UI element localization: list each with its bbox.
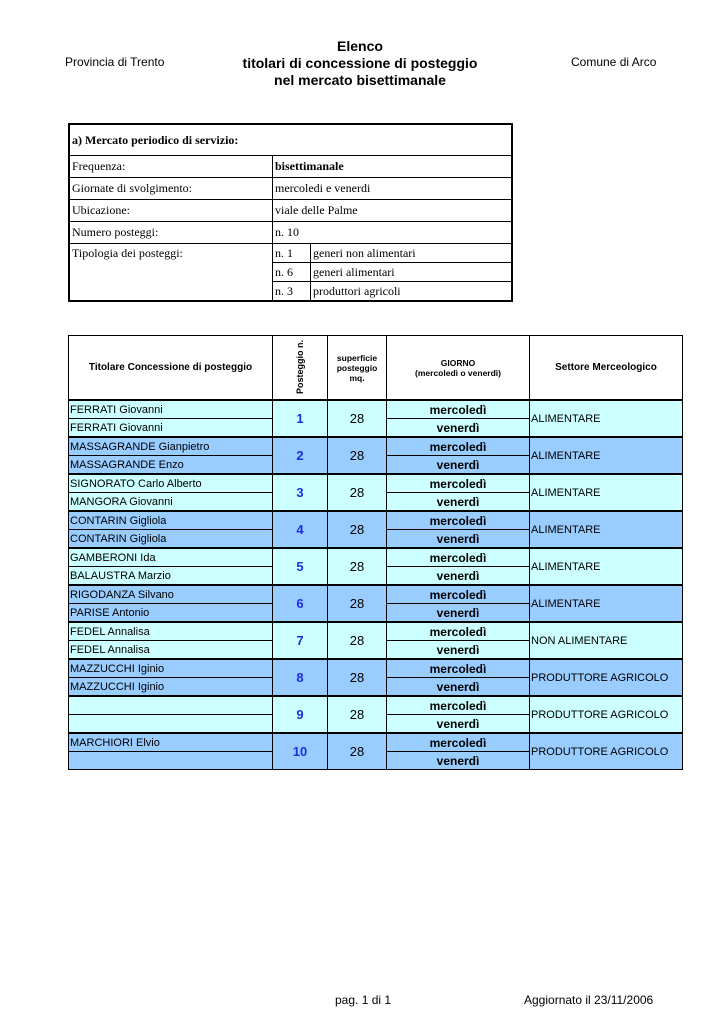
holder-name: MASSAGRANDE Enzo: [69, 456, 273, 475]
day-label: mercoledì: [387, 585, 530, 604]
holder-name: SIGNORATO Carlo Alberto: [69, 474, 273, 493]
col-area-line-2: posteggio: [336, 362, 378, 373]
table-row: [69, 511, 683, 530]
stall-area: 28: [328, 474, 387, 511]
holder-name: [69, 752, 273, 770]
day-label: mercoledì: [387, 622, 530, 641]
holder-name: MANGORA Giovanni: [69, 493, 273, 512]
col-area-line-3: mq.: [349, 372, 365, 383]
stall-area: 28: [328, 585, 387, 622]
days-value: mercoledi e venerdi: [273, 178, 513, 200]
sector: PRODUTTORE AGRICOLO: [530, 659, 683, 696]
market-info-table: [68, 123, 513, 302]
sector: PRODUTTORE AGRICOLO: [530, 733, 683, 770]
table-row: [69, 548, 683, 567]
holder-name: [69, 696, 273, 715]
col-sector: Settore Merceologico: [530, 336, 683, 401]
holder-name: FEDEL Annalisa: [69, 641, 273, 660]
holder-name: [69, 715, 273, 734]
stall-number: 2: [273, 437, 328, 474]
holder-name: CONTARIN Gigliola: [69, 511, 273, 530]
stall-area: 28: [328, 511, 387, 548]
day-label: venerdì: [387, 456, 530, 475]
day-label: venerdì: [387, 604, 530, 623]
table-row: [69, 474, 683, 493]
frequency-label: Frequenza:: [69, 156, 273, 178]
location-value: viale delle Palme: [273, 200, 513, 222]
updated-date: Aggiornato il 23/11/2006: [524, 993, 654, 1007]
sector: NON ALIMENTARE: [530, 622, 683, 659]
stall-area: 28: [328, 622, 387, 659]
table-row: [69, 622, 683, 641]
stall-number: 4: [273, 511, 328, 548]
stall-number: 8: [273, 659, 328, 696]
day-label: venerdì: [387, 493, 530, 512]
location-label: Ubicazione:: [69, 200, 273, 222]
col-day: [387, 336, 530, 401]
day-label: mercoledì: [387, 733, 530, 752]
stall-area: 28: [328, 400, 387, 437]
table-row: [69, 733, 683, 752]
section-title: a) Mercato periodico di servizio:: [69, 124, 512, 156]
stall-area: 28: [328, 548, 387, 585]
stall-number: 7: [273, 622, 328, 659]
stall-number: 10: [273, 733, 328, 770]
table-row: [69, 696, 683, 715]
title-line-2: titolari di concessione di posteggio: [242, 55, 478, 71]
page-number: pag. 1 di 1: [335, 993, 392, 1007]
col-day-line-1: GIORNO: [440, 357, 476, 368]
sector: ALIMENTARE: [530, 437, 683, 474]
sector: PRODUTTORE AGRICOLO: [530, 696, 683, 733]
stall-area: 28: [328, 733, 387, 770]
sector: ALIMENTARE: [530, 548, 683, 585]
stall-number: 3: [273, 474, 328, 511]
holder-name: PARISE Antonio: [69, 604, 273, 623]
holder-name: FERRATI Giovanni: [69, 400, 273, 419]
type-count: n. 3: [273, 282, 311, 302]
stall-number: 1: [273, 400, 328, 437]
stall-area: 28: [328, 696, 387, 733]
col-area-line-1: superficie: [336, 352, 378, 363]
stall-number: 6: [273, 585, 328, 622]
days-label: Giornate di svolgimento:: [69, 178, 273, 200]
holder-name: MASSAGRANDE Gianpietro: [69, 437, 273, 456]
table-row: [69, 400, 683, 419]
day-label: mercoledì: [387, 437, 530, 456]
header-municipality: Comune di Arco: [571, 55, 657, 69]
table-row: [69, 437, 683, 456]
type-label: generi non alimentari: [311, 244, 513, 263]
concession-holders-table: [68, 335, 683, 770]
sector: ALIMENTARE: [530, 400, 683, 437]
table-row: [69, 585, 683, 604]
frequency-value: bisettimanale: [273, 156, 513, 178]
table-body: [69, 400, 683, 770]
holder-name: RIGODANZA Silvano: [69, 585, 273, 604]
day-label: venerdì: [387, 678, 530, 697]
document-title: [200, 38, 520, 89]
day-label: mercoledì: [387, 659, 530, 678]
holder-name: BALAUSTRA Marzio: [69, 567, 273, 586]
stall-number: 9: [273, 696, 328, 733]
holder-name: MAZZUCCHI Iginio: [69, 659, 273, 678]
count-label: Numero posteggi:: [69, 222, 273, 244]
day-label: mercoledì: [387, 400, 530, 419]
sector: ALIMENTARE: [530, 511, 683, 548]
holder-name: MARCHIORI Elvio: [69, 733, 273, 752]
holder-name: FERRATI Giovanni: [69, 419, 273, 438]
sector: ALIMENTARE: [530, 474, 683, 511]
day-label: venerdì: [387, 715, 530, 734]
day-label: venerdì: [387, 530, 530, 549]
holder-name: CONTARIN Gigliola: [69, 530, 273, 549]
col-day-line-2: (mercoledì o venerdì): [415, 367, 501, 378]
day-label: mercoledì: [387, 696, 530, 715]
stall-area: 28: [328, 437, 387, 474]
type-count: n. 6: [273, 263, 311, 282]
count-value: n. 10: [273, 222, 513, 244]
col-stall-label: Posteggio n.: [295, 340, 305, 394]
title-line-3: nel mercato bisettimanale: [274, 72, 446, 88]
type-count: n. 1: [273, 244, 311, 263]
day-label: mercoledì: [387, 511, 530, 530]
day-label: venerdì: [387, 419, 530, 438]
title-line-1: Elenco: [337, 38, 383, 54]
table-row: [69, 659, 683, 678]
day-label: venerdì: [387, 752, 530, 770]
stall-area: 28: [328, 659, 387, 696]
holder-name: FEDEL Annalisa: [69, 622, 273, 641]
types-label: Tipologia dei posteggi:: [69, 244, 273, 302]
header-province: Provincia di Trento: [65, 55, 165, 69]
sector: ALIMENTARE: [530, 585, 683, 622]
type-label: produttori agricoli: [311, 282, 513, 302]
holder-name: GAMBERONI Ida: [69, 548, 273, 567]
col-stall: [273, 336, 328, 401]
day-label: venerdì: [387, 567, 530, 586]
stall-number: 5: [273, 548, 328, 585]
day-label: mercoledì: [387, 548, 530, 567]
day-label: venerdì: [387, 641, 530, 660]
day-label: mercoledì: [387, 474, 530, 493]
type-label: generi alimentari: [311, 263, 513, 282]
holder-name: MAZZUCCHI Iginio: [69, 678, 273, 697]
col-holder: Titolare Concessione di posteggio: [69, 336, 273, 401]
col-area: [328, 336, 387, 401]
